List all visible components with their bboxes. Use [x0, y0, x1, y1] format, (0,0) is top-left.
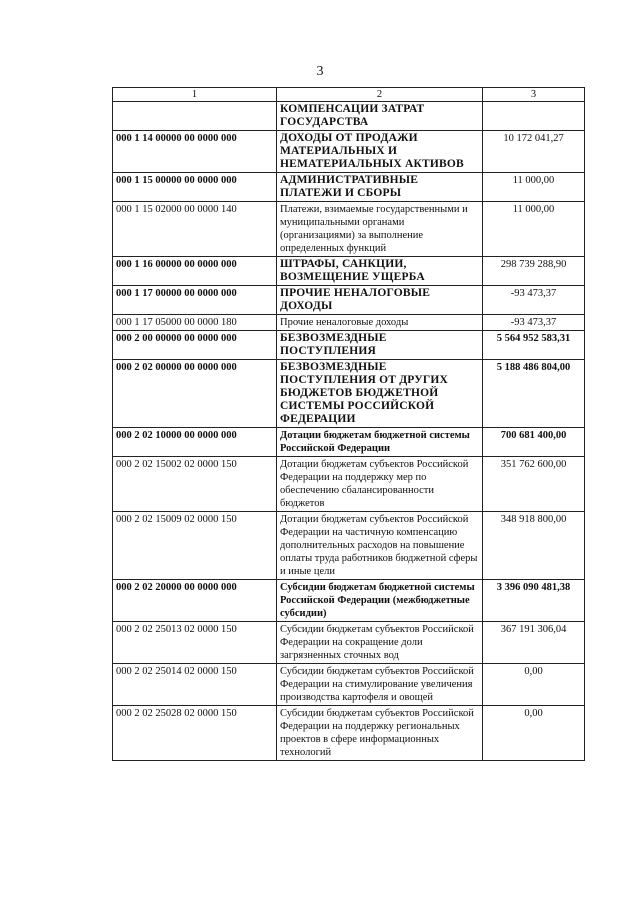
table-row — [113, 512, 585, 580]
budget-code-cell: 000 1 15 02000 00 0000 140 — [113, 202, 277, 257]
revenue-name-cell: БЕЗВОЗМЕЗДНЫЕ ПОСТУПЛЕНИЯ ОТ ДРУГИХ БЮДЖЕТОВ БЮДЖЕТНОЙ СИСТЕМЫ РОССИЙСКОЙ ФЕДЕРАЦИИ — [277, 360, 483, 428]
table-row — [113, 622, 585, 664]
amount-cell: 0,00 — [483, 664, 585, 706]
revenue-name-cell: Дотации бюджетам бюджетной системы Российской Федерации — [277, 428, 483, 457]
table-row — [113, 286, 585, 315]
budget-code-cell: 000 2 02 20000 00 0000 000 — [113, 580, 277, 622]
budget-code-cell: 000 1 17 05000 00 0000 180 — [113, 315, 277, 331]
revenue-name-cell: Субсидии бюджетам субъектов Российской Федерации на поддержку региональных проектов в сфере информационных технологий — [277, 706, 483, 761]
amount-cell: 11 000,00 — [483, 202, 585, 257]
column-header-name: 2 — [277, 88, 483, 102]
budget-code-cell: 000 1 14 00000 00 0000 000 — [113, 131, 277, 173]
table-row — [113, 331, 585, 360]
amount-cell: 5 188 486 804,00 — [483, 360, 585, 428]
column-header-code: 1 — [113, 88, 277, 102]
amount-cell — [483, 102, 585, 131]
revenue-name-cell: БЕЗВОЗМЕЗДНЫЕ ПОСТУПЛЕНИЯ — [277, 331, 483, 360]
table-row — [113, 360, 585, 428]
revenue-name-cell: ПРОЧИЕ НЕНАЛОГОВЫЕ ДОХОДЫ — [277, 286, 483, 315]
amount-cell: 351 762 600,00 — [483, 457, 585, 512]
table-row — [113, 202, 585, 257]
amount-cell: 348 918 800,00 — [483, 512, 585, 580]
amount-cell: 3 396 090 481,38 — [483, 580, 585, 622]
budget-code-cell: 000 2 02 15009 02 0000 150 — [113, 512, 277, 580]
revenue-name-cell: Субсидии бюджетам субъектов Российской Федерации на стимулирование увеличения производства картофеля и овощей — [277, 664, 483, 706]
budget-code-cell: 000 2 02 25028 02 0000 150 — [113, 706, 277, 761]
table-row — [113, 706, 585, 761]
table-row — [113, 102, 585, 131]
amount-cell: 5 564 952 583,31 — [483, 331, 585, 360]
revenue-name-cell: Дотации бюджетам субъектов Российской Федерации на поддержку мер по обеспечению сбалансированности бюджетов — [277, 457, 483, 512]
table-row — [113, 428, 585, 457]
budget-code-cell: 000 2 02 15002 02 0000 150 — [113, 457, 277, 512]
table-row — [113, 315, 585, 331]
revenue-name-cell: Прочие неналоговые доходы — [277, 315, 483, 331]
amount-cell: 0,00 — [483, 706, 585, 761]
revenue-name-cell: ДОХОДЫ ОТ ПРОДАЖИ МАТЕРИАЛЬНЫХ И НЕМАТЕРИАЛЬНЫХ АКТИВОВ — [277, 131, 483, 173]
revenue-name-cell: Дотации бюджетам субъектов Российской Федерации на частичную компенсацию дополнительных расходов на повышение оплаты труда работников бюджетной сферы и иные цели — [277, 512, 483, 580]
budget-code-cell: 000 2 02 25014 02 0000 150 — [113, 664, 277, 706]
revenue-name-cell: Субсидии бюджетам субъектов Российской Федерации на сокращение доли загрязненных сточных вод — [277, 622, 483, 664]
table-row — [113, 664, 585, 706]
table-body — [113, 102, 585, 761]
budget-code-cell: 000 2 00 00000 00 0000 000 — [113, 331, 277, 360]
amount-cell: 10 172 041,27 — [483, 131, 585, 173]
amount-cell: -93 473,37 — [483, 315, 585, 331]
revenue-name-cell: АДМИНИСТРАТИВНЫЕ ПЛАТЕЖИ И СБОРЫ — [277, 173, 483, 202]
budget-code-cell: 000 2 02 10000 00 0000 000 — [113, 428, 277, 457]
amount-cell: 298 739 288,90 — [483, 257, 585, 286]
budget-code-cell: 000 1 17 00000 00 0000 000 — [113, 286, 277, 315]
page-number: 3 — [316, 64, 324, 79]
column-header-amount: 3 — [483, 88, 585, 102]
revenue-name-cell: ШТРАФЫ, САНКЦИИ, ВОЗМЕЩЕНИЕ УЩЕРБА — [277, 257, 483, 286]
table-row — [113, 173, 585, 202]
revenue-name-cell: Платежи, взимаемые государственными и муниципальными органами (организациями) за выполнение определенных функций — [277, 202, 483, 257]
amount-cell: 11 000,00 — [483, 173, 585, 202]
amount-cell: 700 681 400,00 — [483, 428, 585, 457]
budget-code-cell: 000 2 02 25013 02 0000 150 — [113, 622, 277, 664]
budget-code-cell — [113, 102, 277, 131]
budget-code-cell: 000 2 02 00000 00 0000 000 — [113, 360, 277, 428]
table-row — [113, 457, 585, 512]
amount-cell: -93 473,37 — [483, 286, 585, 315]
table-row — [113, 131, 585, 173]
budget-code-cell: 000 1 15 00000 00 0000 000 — [113, 173, 277, 202]
amount-cell: 367 191 306,04 — [483, 622, 585, 664]
revenue-name-cell: Субсидии бюджетам бюджетной системы Российской Федерации (межбюджетные субсидии) — [277, 580, 483, 622]
table-row — [113, 580, 585, 622]
table-row — [113, 257, 585, 286]
revenue-name-cell: КОМПЕНСАЦИИ ЗАТРАТ ГОСУДАРСТВА — [277, 102, 483, 131]
budget-code-cell: 000 1 16 00000 00 0000 000 — [113, 257, 277, 286]
budget-revenue-table — [112, 87, 585, 761]
table-header-row — [113, 88, 585, 102]
